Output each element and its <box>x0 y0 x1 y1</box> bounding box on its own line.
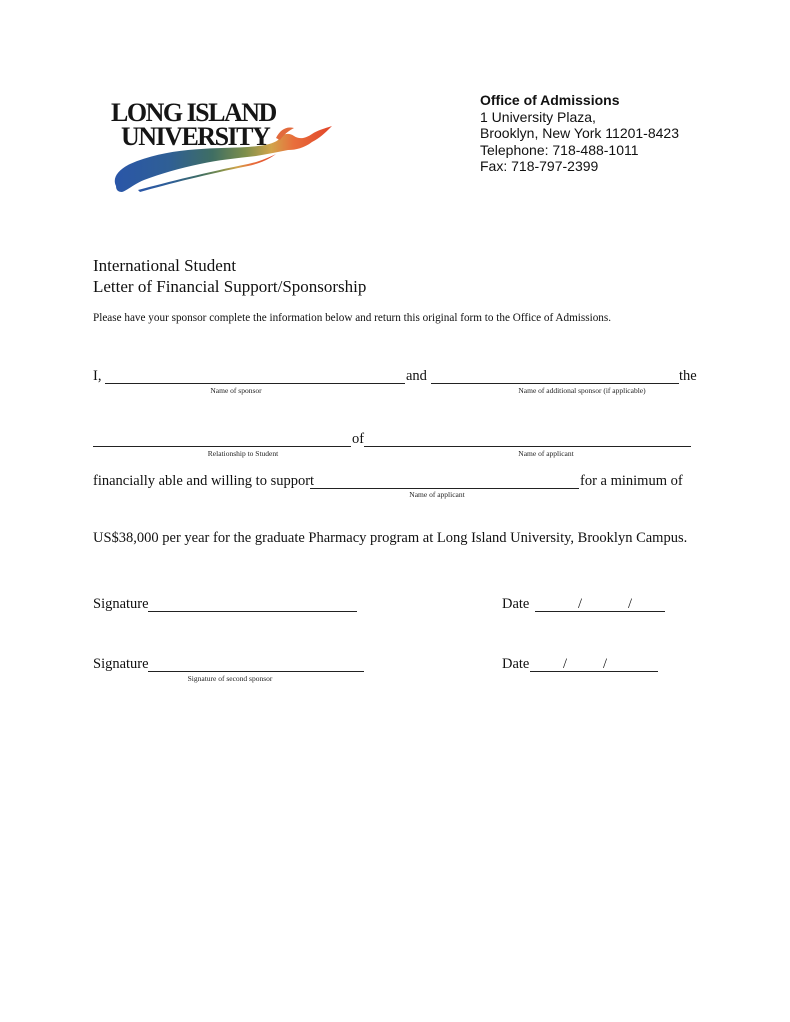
row3-suffix: for a minimum of <box>580 473 683 489</box>
date1-separator-1: / <box>578 596 583 612</box>
sponsor-name-field[interactable] <box>105 367 407 383</box>
logo-text-line1: LONG ISLAND <box>111 98 276 127</box>
applicant-name-underline-2 <box>310 488 579 489</box>
row3-prefix: financially able and willing to support <box>93 473 315 489</box>
office-name: Office of Admissions <box>480 92 620 108</box>
signature1-field[interactable] <box>148 595 359 611</box>
row1-the: the <box>679 368 697 384</box>
form-instructions: Please have your sponsor complete the information below and return this original form to the Office of Admissions. <box>93 312 612 324</box>
fax: Fax: 718-797-2399 <box>480 158 599 174</box>
date2-label: Date <box>502 656 530 672</box>
caption-additional-sponsor: Name of additional sponsor (if applicable) <box>518 386 646 395</box>
caption-name-of-sponsor: Name of sponsor <box>210 386 262 395</box>
form-title <box>93 255 366 297</box>
additional-sponsor-underline <box>431 383 679 384</box>
applicant-name-field-1[interactable] <box>364 430 693 446</box>
address-line1: 1 University Plaza, <box>480 108 596 125</box>
date1-day-field[interactable] <box>585 595 629 611</box>
caption-applicant-2: Name of applicant <box>409 490 465 499</box>
relationship-underline <box>93 446 351 447</box>
address-line2: Brooklyn, New York 11201-8423 <box>480 125 679 141</box>
office-address-block <box>480 92 679 175</box>
date1-label: Date <box>502 596 530 612</box>
date2-day-field[interactable] <box>570 655 604 671</box>
date2-separator-1: / <box>563 656 568 672</box>
caption-relationship: Relationship to Student <box>207 449 279 458</box>
relationship-field[interactable] <box>93 430 353 446</box>
signature1-label: Signature <box>93 596 149 612</box>
signature1-underline <box>148 611 357 612</box>
caption-applicant-1: Name of applicant <box>518 449 574 458</box>
sponsor-name-underline <box>105 383 405 384</box>
date2-year-field[interactable] <box>610 655 660 671</box>
signature2-underline <box>148 671 364 672</box>
date2-underline <box>530 671 658 672</box>
row1-prefix: I, <box>93 368 102 384</box>
additional-sponsor-field[interactable] <box>431 367 681 383</box>
funding-statement: US$38,000 per year for the graduate Pharmacy program at Long Island University, Brooklyn Campus. <box>93 530 688 546</box>
date2-month-field[interactable] <box>530 655 564 671</box>
applicant-name-underline-1 <box>364 446 691 447</box>
form-title-line2: Letter of Financial Support/Sponsorship <box>93 277 367 296</box>
row1-and: and <box>406 368 427 384</box>
logo-text-line2: UNIVERSITY <box>121 122 270 151</box>
row2-of: of <box>352 431 365 447</box>
signature2-label: Signature <box>93 656 149 672</box>
caption-second-sponsor: Signature of second sponsor <box>187 674 273 683</box>
telephone: Telephone: 718-488-1011 <box>480 141 639 158</box>
form-title-line1: International Student <box>93 256 237 275</box>
date1-separator-2: / <box>628 596 633 612</box>
university-logo <box>108 98 336 198</box>
date1-year-field[interactable] <box>635 595 667 611</box>
date1-month-field[interactable] <box>535 595 579 611</box>
date2-separator-2: / <box>603 656 608 672</box>
applicant-name-field-2[interactable] <box>310 472 581 488</box>
date1-underline <box>535 611 665 612</box>
signature2-field[interactable] <box>148 655 366 671</box>
